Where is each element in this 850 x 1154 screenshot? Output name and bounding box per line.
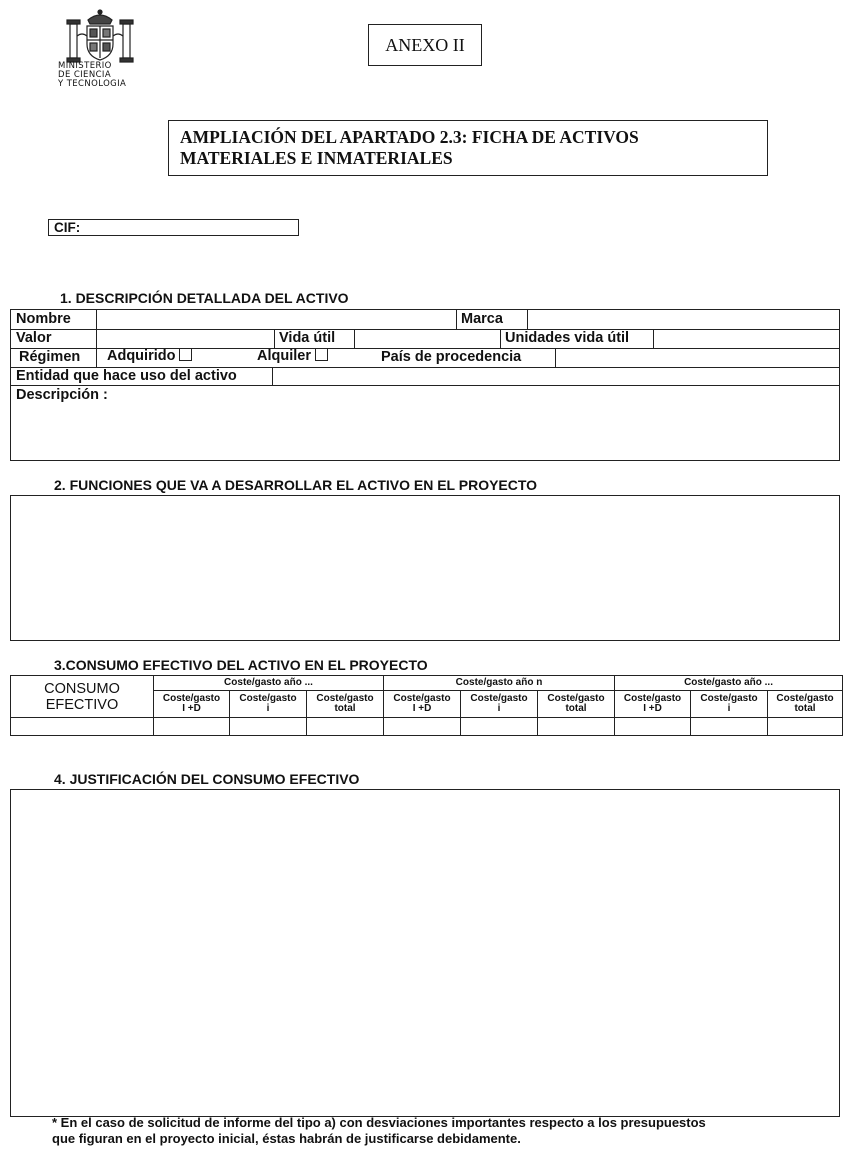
justification-field[interactable] (10, 789, 840, 1117)
marca-field[interactable] (529, 311, 837, 328)
adquirido-checkbox[interactable] (179, 348, 192, 361)
consumption-table (10, 675, 843, 736)
footnote-line-1: * En el caso de solicitud de informe del tipo a) con desviaciones importantes respecto a los presupuestos (52, 1115, 706, 1130)
ministry-line: MINISTERIO (58, 61, 112, 71)
sub-header-i (691, 691, 768, 718)
sub-header-text: I +D (182, 703, 201, 714)
footnote (52, 1115, 812, 1147)
footnote-line-2: que figuran en el proyecto inicial, éstas habrán de justificarse debidamente. (52, 1131, 521, 1146)
title-line-2: MATERIALES E INMATERIALES (180, 148, 453, 168)
consumo-input-cell[interactable] (538, 718, 615, 736)
sub-header-text: total (565, 703, 587, 714)
sub-header-text: total (794, 703, 816, 714)
sub-header-text: Coste/gasto (623, 692, 682, 704)
sub-header-text: I +D (643, 703, 662, 714)
sub-header-id (615, 691, 691, 718)
section-1-title: 1. DESCRIPCIÓN DETALLADA DEL ACTIVO (60, 290, 349, 306)
nombre-label: Nombre (16, 311, 71, 327)
adquirido-option[interactable] (107, 348, 192, 364)
unidades-vida-util-field[interactable] (655, 330, 837, 347)
alquiler-checkbox[interactable] (315, 348, 328, 361)
valor-field[interactable] (98, 330, 272, 347)
consumo-input-cell[interactable] (615, 718, 691, 736)
sub-header-total (768, 691, 843, 718)
pais-procedencia-label: País de procedencia (381, 349, 522, 365)
ministry-name (58, 62, 153, 89)
sub-header-id (384, 691, 461, 718)
year-group-header: Coste/gasto año n (384, 676, 615, 691)
sub-header-text: i (727, 703, 731, 714)
ministry-line: DE CIENCIA (58, 70, 112, 80)
consumo-input-cell[interactable] (768, 718, 843, 736)
entidad-label: Entidad que hace uso del activo (16, 368, 237, 384)
sub-header-text: I +D (412, 703, 432, 714)
sub-header-i (461, 691, 538, 718)
title-line-1: AMPLIACIÓN DEL APARTADO 2.3: FICHA DE ACTIVOS (180, 127, 639, 147)
consumo-row-label-cell (11, 718, 154, 736)
alquiler-label: Alquiler (257, 348, 311, 364)
vida-util-field[interactable] (356, 330, 498, 347)
sub-header-text: i (266, 703, 270, 714)
sub-header-text: Coste/gasto (547, 692, 605, 704)
adquirido-label: Adquirido (107, 348, 176, 364)
sub-header-text: Coste/gasto (393, 692, 451, 704)
consumo-header-line-1: CONSUMO (44, 680, 120, 697)
asset-description-grid (10, 309, 840, 461)
consumo-efectivo-header (11, 676, 154, 718)
valor-label: Valor (16, 330, 52, 346)
regimen-label: Régimen (19, 349, 81, 365)
consumo-input-cell[interactable] (384, 718, 461, 736)
pais-procedencia-field[interactable] (557, 349, 837, 366)
sub-header-i (230, 691, 307, 718)
descripcion-label: Descripción : (16, 387, 108, 403)
vida-util-label: Vida útil (279, 330, 336, 346)
consumo-header-line-2: EFECTIVO (45, 696, 119, 713)
year-group-header: Coste/gasto año ... (154, 676, 384, 691)
section-4-title: 4. JUSTIFICACIÓN DEL CONSUMO EFECTIVO (54, 771, 360, 787)
entidad-field[interactable] (274, 368, 837, 384)
nombre-field[interactable] (98, 311, 454, 328)
consumo-input-cell[interactable] (307, 718, 384, 736)
section-3-title: 3.CONSUMO EFECTIVO DEL ACTIVO EN EL PROYECTO (54, 657, 428, 673)
alquiler-option[interactable] (257, 348, 328, 364)
year-group-header: Coste/gasto año ... (615, 676, 843, 691)
annex-label: ANEXO II (368, 24, 482, 66)
sub-header-text: Coste/gasto (470, 692, 528, 704)
coat-of-arms-logo (62, 8, 138, 66)
descripcion-field[interactable] (13, 405, 837, 457)
functions-field[interactable] (10, 495, 840, 641)
sub-header-text: Coste/gasto (316, 692, 374, 704)
cif-field[interactable] (48, 219, 299, 236)
sub-header-text: Coste/gasto (239, 692, 297, 704)
sub-header-text: Coste/gasto (162, 692, 221, 704)
sub-header-text: Coste/gasto (776, 692, 834, 704)
document-title (168, 120, 768, 176)
consumo-input-cell[interactable] (691, 718, 768, 736)
ministry-line: Y TECNOLOGIA (58, 79, 127, 89)
consumo-input-cell[interactable] (230, 718, 307, 736)
sub-header-text: i (497, 703, 501, 714)
sub-header-text: Coste/gasto (700, 692, 758, 704)
marca-label: Marca (461, 311, 503, 327)
section-2-title: 2. FUNCIONES QUE VA A DESARROLLAR EL ACTIVO EN EL PROYECTO (54, 477, 538, 493)
consumo-input-cell[interactable] (461, 718, 538, 736)
sub-header-text: total (334, 703, 356, 714)
sub-header-total (538, 691, 615, 718)
sub-header-total (307, 691, 384, 718)
consumo-input-cell[interactable] (154, 718, 230, 736)
unidades-vida-util-label: Unidades vida útil (505, 330, 630, 346)
sub-header-id (154, 691, 230, 718)
cif-label: CIF: (54, 220, 81, 235)
